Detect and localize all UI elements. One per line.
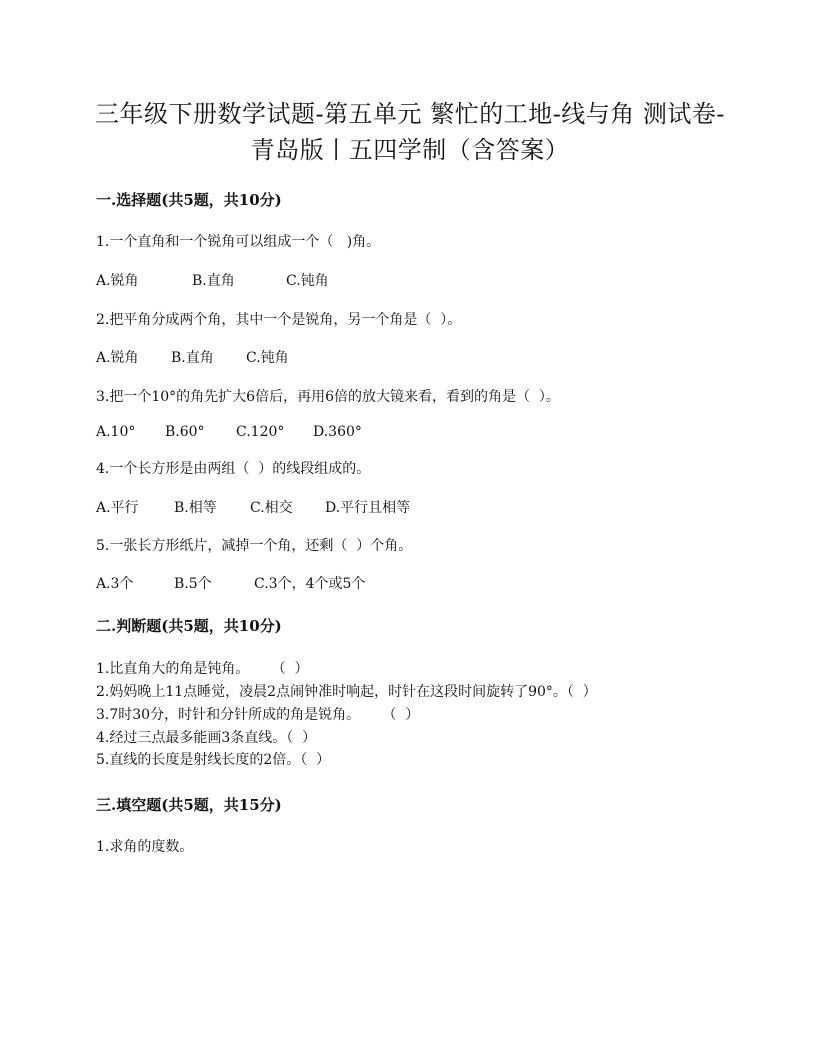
- judge-item-3: 3.7时30分，时针和分针所成的角是锐角。 （ ）: [96, 707, 420, 723]
- option-a: A.锐角: [96, 273, 139, 289]
- option-a: A.10°: [96, 424, 136, 440]
- option-c: C.3个，4个或5个: [254, 576, 366, 592]
- option-c: C.相交: [250, 500, 293, 516]
- section-heading-fill: 三.填空题(共5题，共15分): [96, 796, 282, 814]
- question-2-options: [96, 347, 289, 367]
- judge-item-5: 5.直线的长度是射线长度的2倍。（ ）: [96, 752, 331, 768]
- judge-item-1: 1.比直角大的角是钝角。 （ ）: [96, 661, 309, 677]
- question-4: 4.一个长方形是由两组（ ）的线段组成的。: [96, 461, 371, 477]
- option-c: C.120°: [236, 424, 285, 440]
- option-b: B.60°: [165, 424, 205, 440]
- option-a: A.平行: [96, 500, 139, 516]
- option-b: B.相等: [174, 500, 217, 516]
- judge-item-4: 4.经过三点最多能画3条直线。（ ）: [96, 730, 317, 746]
- question-5-options: [96, 573, 365, 593]
- question-4-options: [96, 497, 410, 517]
- title-line-1: 三年级下册数学试题-第五单元 繁忙的工地-线与角 测试卷-: [94, 100, 726, 128]
- question-1: 1.一个直角和一个锐角可以组成一个（ )角。: [96, 234, 381, 250]
- option-a: A.锐角: [96, 350, 139, 366]
- option-b: B.5个: [174, 576, 212, 592]
- option-c: C.钝角: [246, 350, 289, 366]
- judge-item-2: 2.妈妈晚上11点睡觉，凌晨2点闹钟准时响起，时针在这段时间旋转了90°。（ ）: [96, 684, 597, 700]
- option-a: A.3个: [96, 576, 134, 592]
- title-line-2: 青岛版丨五四学制（含答案）: [250, 136, 570, 164]
- option-b: B.直角: [171, 350, 214, 366]
- option-d: D.360°: [313, 424, 362, 440]
- question-2: 2.把平角分成两个角，其中一个是锐角，另一个角是（ ）。: [96, 312, 462, 328]
- question-5: 5.一张长方形纸片，减掉一个角，还剩（ ）个角。: [96, 538, 413, 554]
- section-heading-judge: 二.判断题(共5题，共10分): [96, 617, 282, 635]
- section-heading-choice: 一.选择题(共5题，共10分): [96, 191, 282, 209]
- fill-item-1: 1.求角的度数。: [96, 839, 194, 855]
- question-3: 3.把一个10°的角先扩大6倍后，再用6倍的放大镜来看，看到的角是（ ）。: [96, 389, 560, 405]
- question-3-options: [96, 424, 362, 440]
- option-c: C.钝角: [286, 273, 329, 289]
- question-1-options: [96, 270, 329, 290]
- option-b: B.直角: [192, 273, 235, 289]
- option-d: D.平行且相等: [325, 500, 411, 516]
